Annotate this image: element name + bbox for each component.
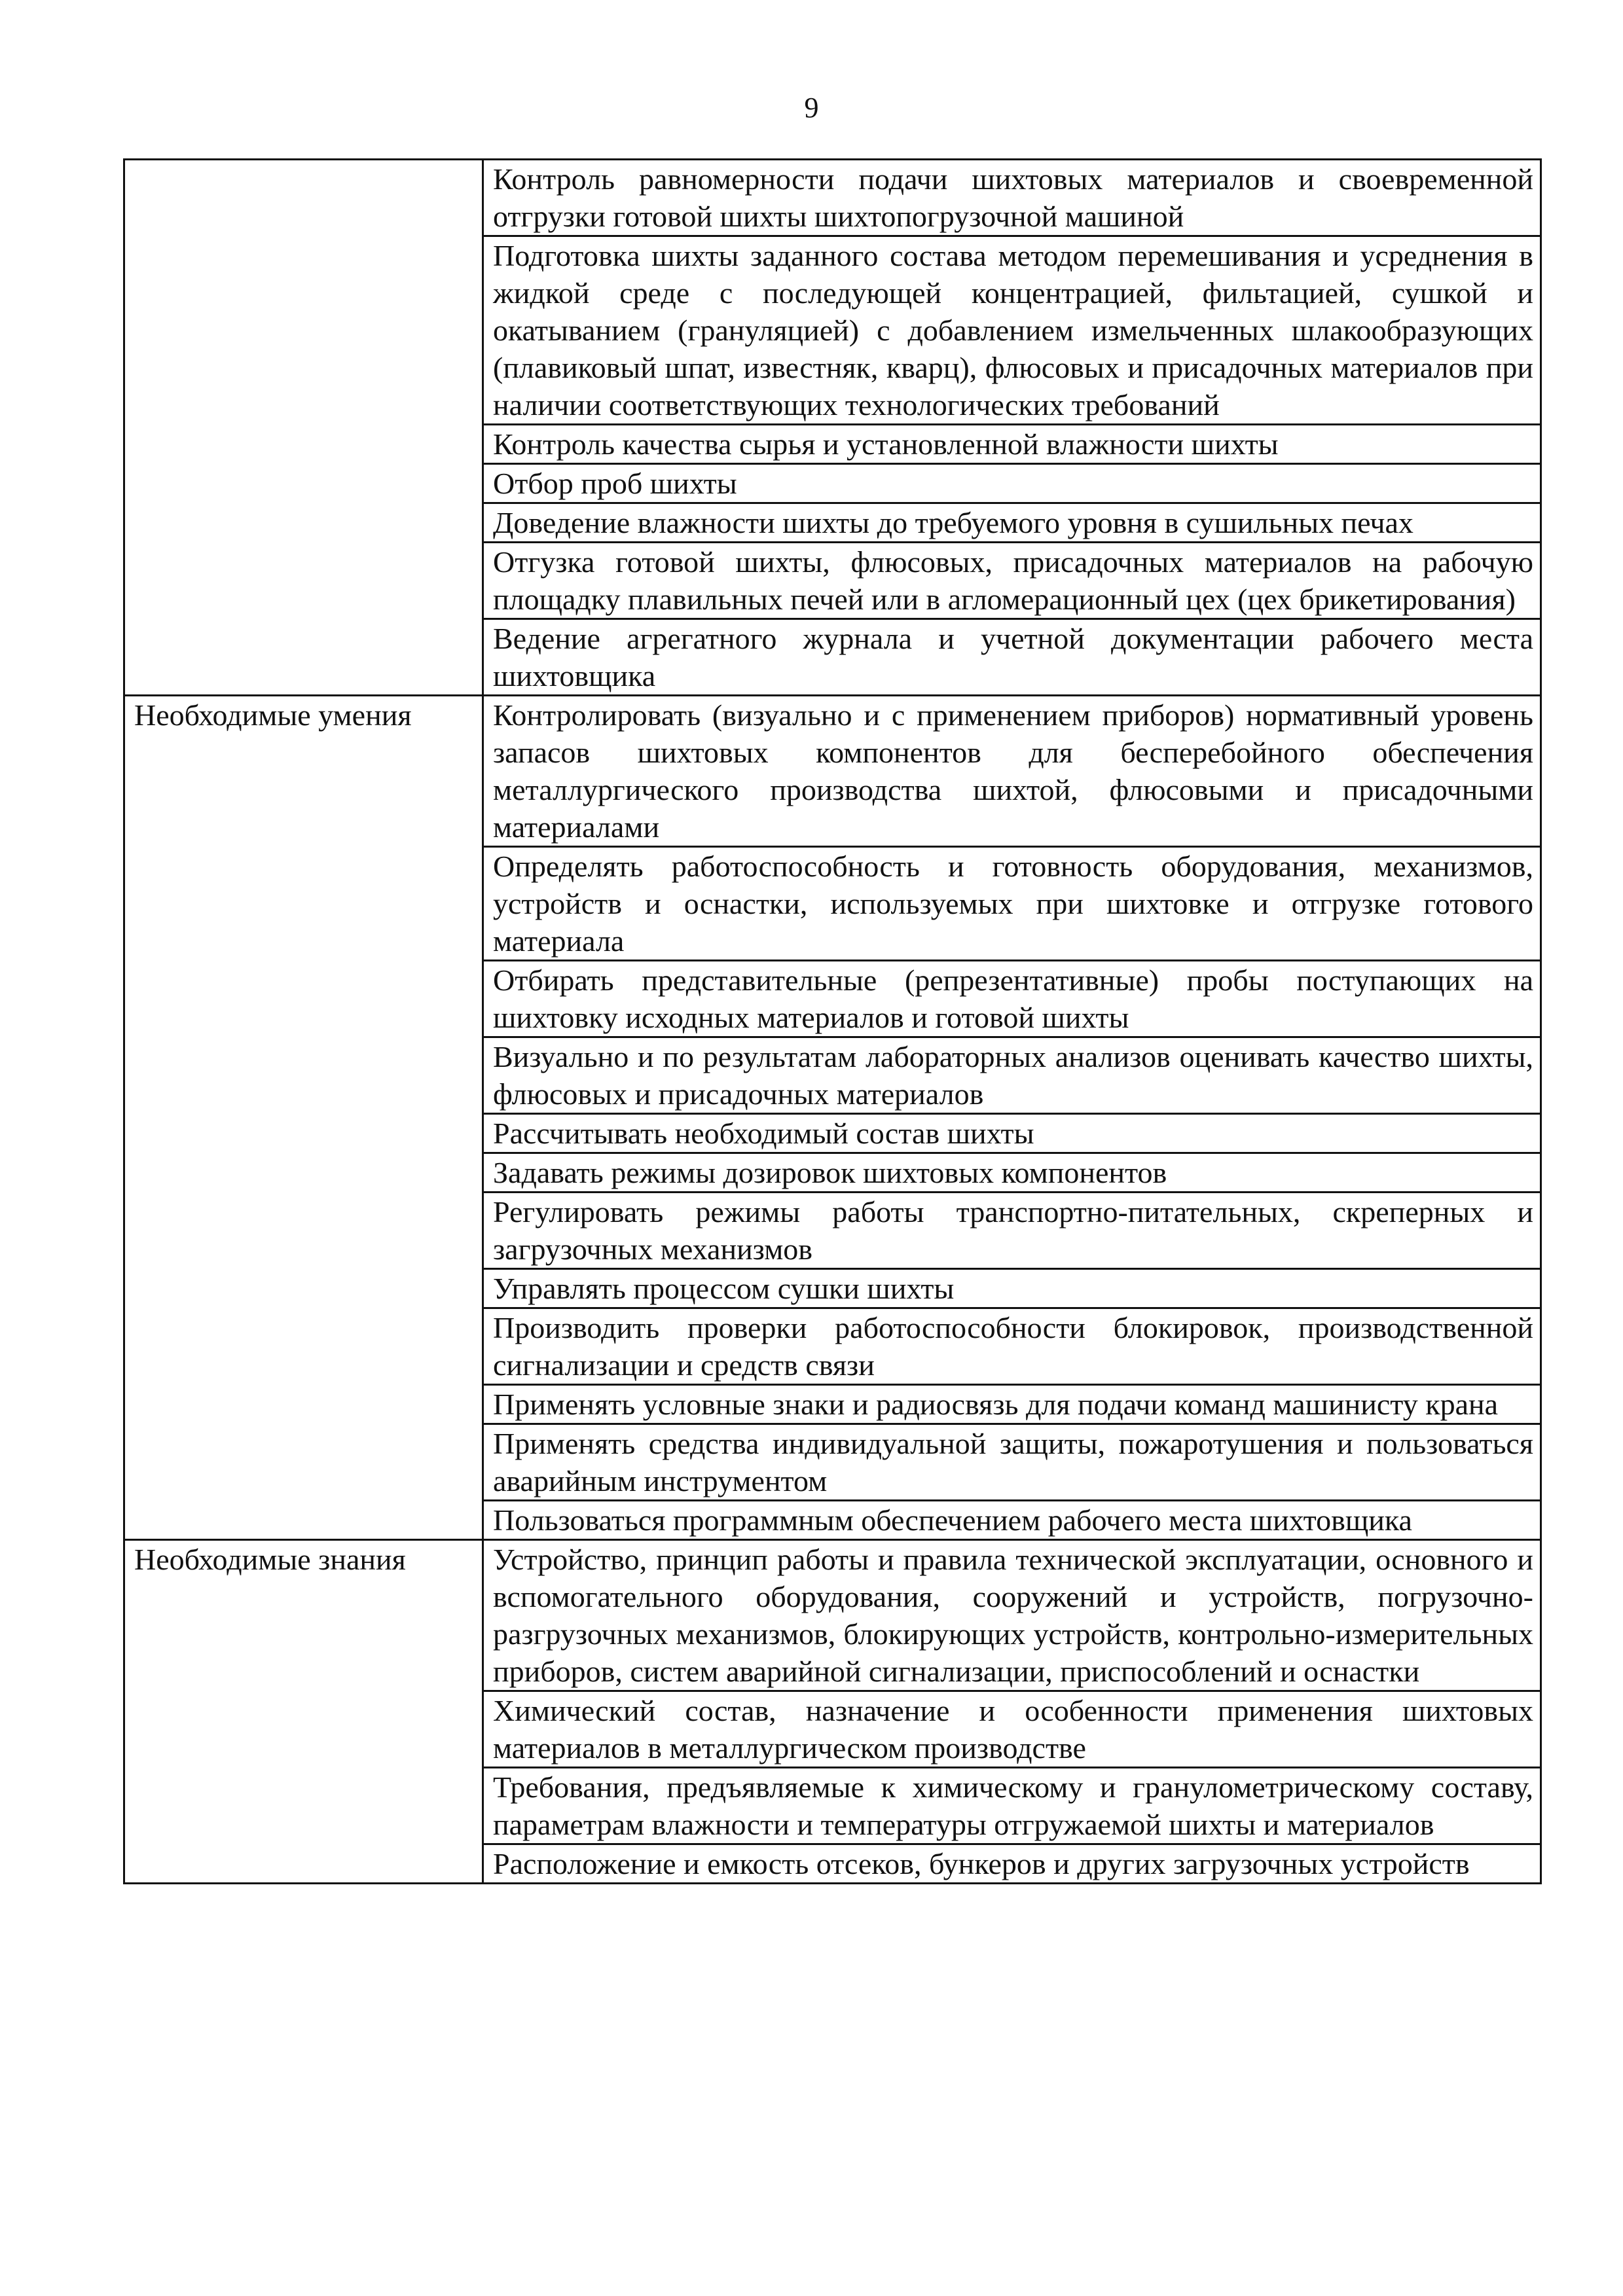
table-cell: Отбор проб шихты [483,464,1541,503]
group-heading-actions [124,160,483,696]
table-cell: Управлять процессом сушки шихты [483,1269,1541,1308]
table-cell: Регулировать режимы работы транспортно-питательных, скреперных и загрузочных механизмов [483,1193,1541,1269]
table-cell: Требования, предъявляемые к химическому и гранулометрическому составу, параметрам влажности и температуры отгружаемой шихты и материалов [483,1768,1541,1844]
page-number: 9 [804,92,819,124]
table-cell: Применять средства индивидуальной защиты, пожаротушения и пользоваться аварийным инструментом [483,1424,1541,1501]
table-body [124,160,1541,1884]
table-cell: Визуально и по результатам лабораторных анализов оценивать качество шихты, флюсовых и присадочных материалов [483,1037,1541,1114]
table-cell: Контролировать (визуально и с применением приборов) нормативный уровень запасов шихтовых компонентов для бесперебойного обеспечения металлургического производства шихтой, флюсовыми и присадочными материалами [483,696,1541,847]
requirements-table [123,158,1542,1884]
table-cell: Определять работоспособность и готовность оборудования, механизмов, устройств и оснастки, используемых при шихтовке и отгрузке готового материала [483,847,1541,961]
table-cell: Задавать режимы дозировок шихтовых компонентов [483,1153,1541,1193]
table-cell: Расположение и емкость отсеков, бункеров и других загрузочных устройств [483,1844,1541,1884]
table-cell: Пользоваться программным обеспечением рабочего места шихтовщика [483,1501,1541,1540]
group-heading-knowledge: Необходимые знания [124,1540,483,1884]
table-row [124,696,1541,847]
group-heading-skills: Необходимые умения [124,696,483,1540]
table-cell: Рассчитывать необходимый состав шихты [483,1114,1541,1153]
table-cell: Отгузка готовой шихты, флюсовых, присадочных материалов на рабочую площадку плавильных печей или в агломерационный цех (цех брикетирования) [483,543,1541,619]
table-row [124,1540,1541,1691]
table-cell: Применять условные знаки и радиосвязь для подачи команд машинисту крана [483,1385,1541,1424]
table-row [124,160,1541,236]
table-cell: Подготовка шихты заданного состава методом перемешивания и усреднения в жидкой среде с последующей концентрацией, фильтацией, сушкой и окатыванием (грануляцией) с добавлением измельченных шлакообразующих (плавиковый шпат, известняк, кварц), флюсовых и присадочных материалов при наличии соответствующих технологических требований [483,236,1541,425]
table-cell: Отбирать представительные (репрезентативные) пробы поступающих на шихтовку исходных материалов и готовой шихты [483,961,1541,1037]
table-cell: Производить проверки работоспособности блокировок, производственной сигнализации и средств связи [483,1308,1541,1385]
table-cell: Ведение агрегатного журнала и учетной документации рабочего места шихтовщика [483,619,1541,696]
table-cell: Доведение влажности шихты до требуемого уровня в сушильных печах [483,503,1541,543]
table-cell: Химический состав, назначение и особенности применения шихтовых материалов в металлургическом производстве [483,1691,1541,1768]
table-cell: Контроль качества сырья и установленной влажности шихты [483,425,1541,464]
table-cell: Устройство, принцип работы и правила технической эксплуатации, основного и вспомогательного оборудования, сооружений и устройств, погрузочно-разгрузочных механизмов, блокирующих устройств, контрольно-измерительных приборов, систем аварийной сигнализации, приспособлений и оснастки [483,1540,1541,1691]
table-cell: Контроль равномерности подачи шихтовых материалов и своевременной отгрузки готовой шихты шихтопогрузочной машиной [483,160,1541,236]
